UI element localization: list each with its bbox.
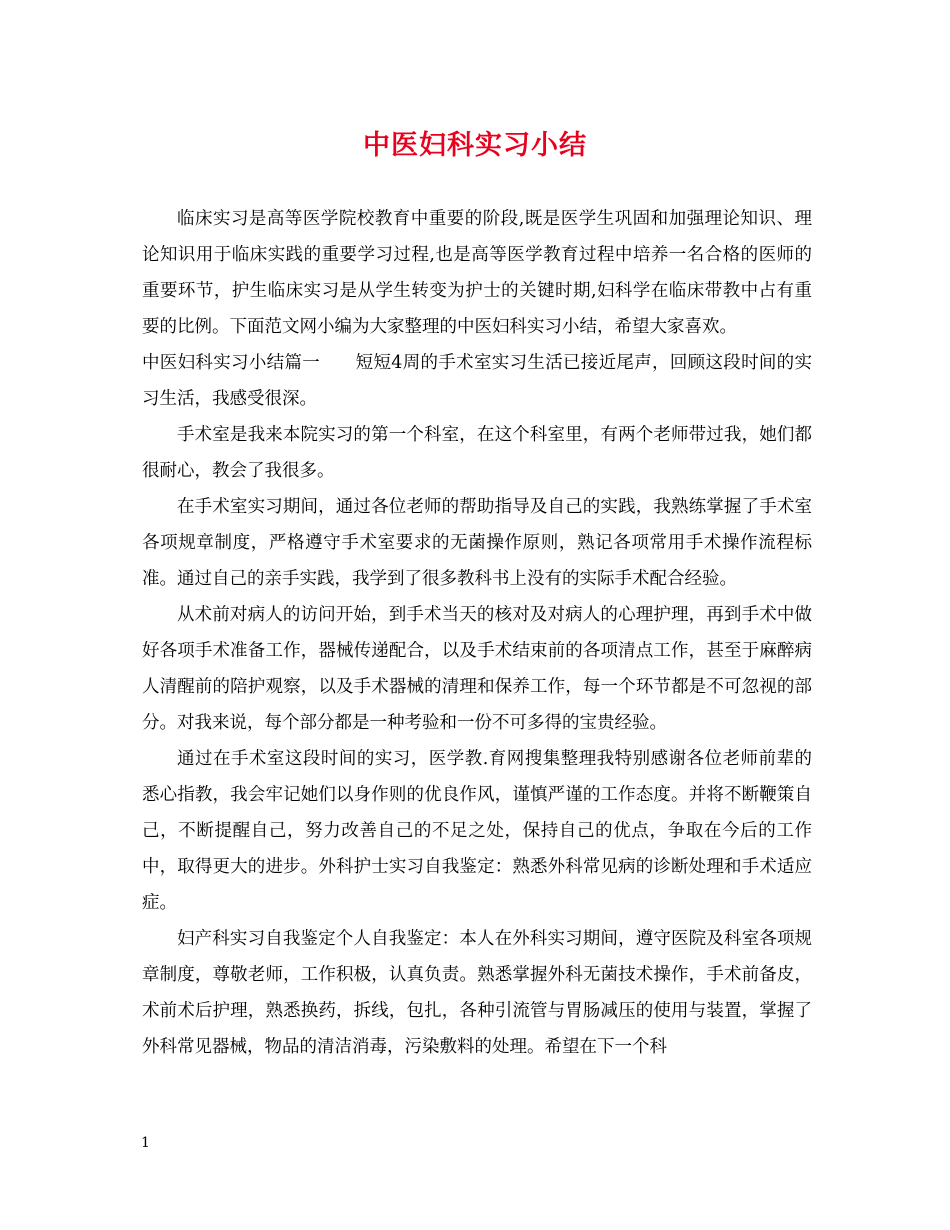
document-body xyxy=(142,201,812,1065)
paragraph-skills: 在手术室实习期间，通过各位老师的帮助指导及自己的实践，我熟练掌握了手术室各项规章制度，严格遵守手术室要求的无菌操作原则，熟记各项常用手术操作流程标准。通过自己的亲手实践，我学到了很多教科书上没有的实际手术配合经验。 xyxy=(142,497,812,589)
paragraph-gratitude: 通过在手术室这段时间的实习，医学教.育网搜集整理我特别感谢各位老师前辈的悉心指教，我会牢记她们以身作则的优良作风，谨慎严谨的工作态度。并将不断鞭策自己，不断提醒自己，努力改善自己的不足之处，保持自己的优点，争取在今后的工作中，取得更大的进步。外科护士实习自我鉴定：熟悉外科常见病的诊断处理和手术适应症。 xyxy=(142,749,812,913)
paragraph-intro: 临床实习是高等医学院校教育中重要的阶段,既是医学生巩固和加强理论知识、理论知识用于临床实践的重要学习过程,也是高等医学教育过程中培养一名合格的医师的重要环节，护生临床实习是从学生转变为护士的关键时期,妇科学在临床带教中占有重要的比例。下面范文网小编为大家整理的中医妇科实习小结，希望大家喜欢。 xyxy=(142,209,812,337)
paragraph-self-assessment: 妇产科实习自我鉴定个人自我鉴定：本人在外科实习期间，遵守医院及科室各项规章制度，尊敬老师，工作积极，认真负责。熟悉掌握外科无菌技术操作，手术前备皮，术前术后护理，熟悉换药，拆线，包扎，各种引流管与胃肠减压的使用与装置，掌握了外科常见器械，物品的清洁消毒，污染敷料的处理。希望在下一个科 xyxy=(142,929,812,1057)
document-title: 中医妇科实习小结 xyxy=(363,130,587,161)
paragraph-procedure: 从术前对病人的访问开始，到手术当天的核对及对病人的心理护理，再到手术中做好各项手术准备工作，器械传递配合，以及手术结束前的各项清点工作，甚至于麻醉病人清醒前的陪护观察，以及手术器械的清理和保养工作，每一个环节都是不可忽视的部分。对我来说，每个部分都是一种考验和一份不可多得的宝贵经验。 xyxy=(142,605,812,733)
page-number: 1 xyxy=(141,1135,150,1151)
paragraph-section-one: 中医妇科实习小结篇一 短短4周的手术室实习生活已接近尾声，回顾这段时间的实习生活，我感受很深。 xyxy=(142,353,812,409)
paragraph-first-department: 手术室是我来本院实习的第一个科室，在这个科室里，有两个老师带过我，她们都很耐心，教会了我很多。 xyxy=(142,425,812,481)
